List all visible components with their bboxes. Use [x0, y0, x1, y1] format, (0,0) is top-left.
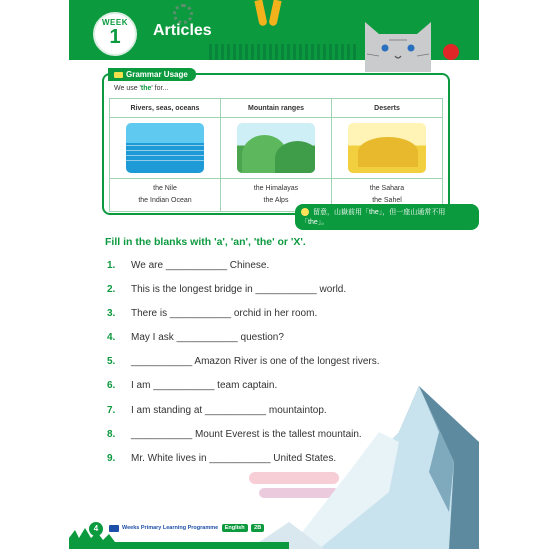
subject-badge: English: [222, 524, 248, 532]
grass-decoration: [209, 44, 359, 60]
sea-image: [126, 123, 204, 173]
grammar-table: [109, 98, 443, 212]
gear-icon: [173, 4, 193, 24]
question-text: This is the longest bridge in ___________ world.: [131, 284, 347, 295]
question-number: 1.: [107, 260, 116, 271]
week-number: 1: [109, 26, 121, 48]
example-text: the Nile: [153, 185, 177, 192]
question-item: [107, 308, 317, 319]
question-text: ___________ Amazon River is one of the longest rivers.: [131, 356, 380, 367]
apple-icon: [443, 44, 459, 60]
week-badge: [93, 12, 137, 56]
grammar-intro-prefix: We use ': [114, 85, 141, 92]
level-badge: 2B: [251, 524, 264, 532]
question-item: [107, 332, 284, 343]
question-number: 9.: [107, 453, 116, 464]
question-number: 2.: [107, 284, 116, 295]
question-text: ___________ Mount Everest is the tallest mountain.: [131, 429, 362, 440]
question-item: [107, 356, 380, 367]
grammar-intro-suffix: ' for...: [151, 85, 169, 92]
grammar-intro-highlight: the: [140, 85, 152, 92]
column-header: Deserts: [332, 99, 443, 118]
example-text: the Sahara: [369, 185, 405, 192]
lightbulb-icon: [301, 208, 309, 216]
desert-image: [348, 123, 426, 173]
workbook-page: [69, 0, 479, 549]
claw-decoration: [254, 0, 267, 27]
mountain-image: [237, 123, 315, 173]
question-item: [107, 284, 346, 295]
example-text: the Alps: [263, 197, 289, 204]
week-label: WEEK: [102, 18, 128, 27]
question-number: 3.: [107, 308, 116, 319]
grammar-note-text: 留意，山嶽前用「the」，但一座山通常不用「the」。: [301, 209, 446, 226]
cat-mascot-icon: [359, 12, 437, 72]
question-text: I am ___________ team captain.: [131, 380, 278, 391]
question-text: Mr. White lives in ___________ United States.: [131, 453, 337, 464]
question-text: I am standing at ___________ mountaintop.: [131, 405, 327, 416]
question-text: May I ask ___________ question?: [131, 332, 284, 343]
page-title: Articles: [153, 22, 212, 39]
tag-icon: [114, 72, 123, 78]
footer-series: [122, 524, 264, 532]
question-text: We are ___________ Chinese.: [131, 260, 270, 271]
claw-decoration: [268, 0, 281, 27]
grammar-usage-box: [102, 70, 450, 215]
series-name: Weeks Primary Learning Programme: [122, 525, 219, 531]
exercise-instruction: Fill in the blanks with 'a', 'an', 'the' or 'X'.: [105, 236, 306, 248]
question-item: [107, 260, 269, 271]
example-text: the Sahel: [372, 197, 402, 204]
question-number: 7.: [107, 405, 116, 416]
grammar-intro: [114, 85, 168, 92]
example-text: the Indian Ocean: [138, 197, 192, 204]
grammar-usage-label: Grammar Usage: [126, 70, 188, 79]
grammar-usage-tab: [108, 68, 196, 81]
column-header: Mountain ranges: [221, 99, 332, 118]
question-number: 5.: [107, 356, 116, 367]
column-header: Rivers, seas, oceans: [110, 99, 221, 118]
example-text: the Himalayas: [253, 185, 299, 192]
question-number: 6.: [107, 380, 116, 391]
question-number: 4.: [107, 332, 116, 343]
grammar-note: [295, 204, 479, 230]
question-text: There is ___________ orchid in her room.: [131, 308, 318, 319]
page-number: 4: [89, 522, 103, 536]
publisher-logo-icon: [109, 525, 119, 532]
question-number: 8.: [107, 429, 116, 440]
example-cell: [110, 179, 221, 212]
